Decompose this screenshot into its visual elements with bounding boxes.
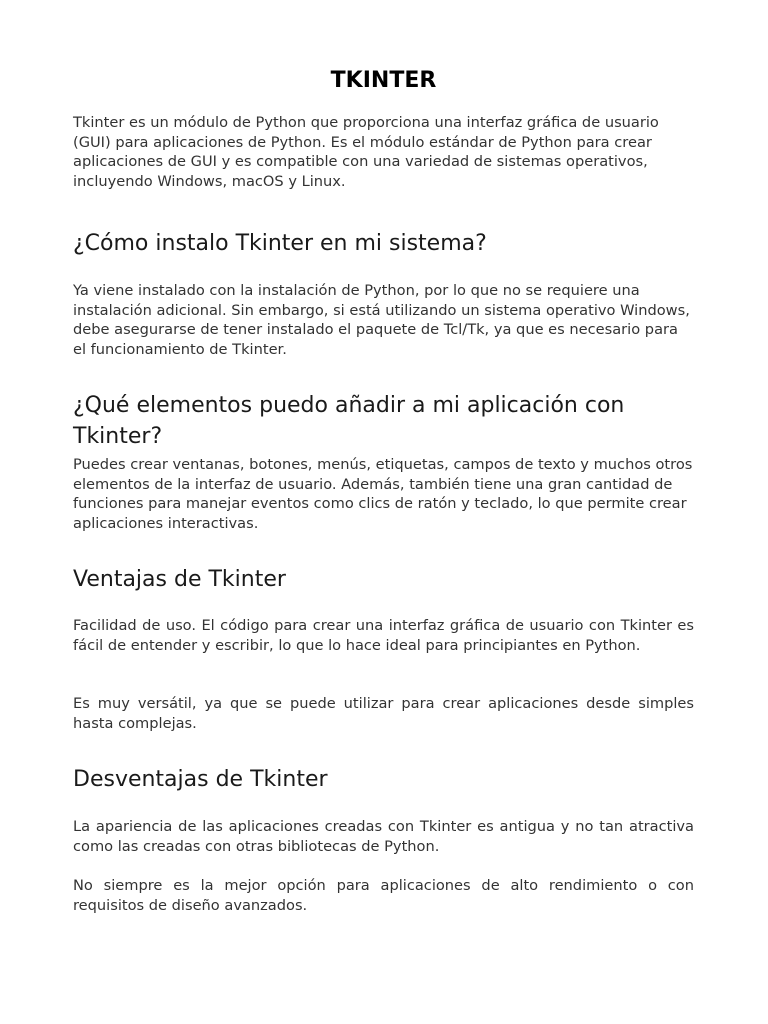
section-heading-advantages: Ventajas de Tkinter [73, 567, 286, 592]
section-disadvantages-paragraph-2: No siempre es la mejor opción para aplicaciones de alto rendimiento o con requisitos de diseño avanzados. [73, 877, 694, 914]
section-heading-install: ¿Cómo instalo Tkinter en mi sistema? [73, 231, 487, 256]
intro-paragraph: Tkinter es un módulo de Python que proporciona una interfaz gráfica de usuario (GUI) para aplicaciones de Python. Es el módulo estándar de Python para crear aplicaciones de GUI y es compatible con una variedad de sistemas operativos, incluyendo Windows, macOS y Linux. [73, 114, 659, 190]
section-heading-elements: ¿Qué elementos puedo añadir a mi aplicación con Tkinter? [73, 393, 625, 449]
section-elements-paragraph: Puedes crear ventanas, botones, menús, etiquetas, campos de texto y muchos otros elementos de la interfaz de usuario. Además, también tiene una gran cantidad de funciones para manejar eventos como clics de ratón y teclado, lo que permite crear aplicaciones interactivas. [73, 456, 693, 532]
section-install-paragraph: Ya viene instalado con la instalación de Python, por lo que no se requiere una instalación adicional. Sin embargo, si está utilizando un sistema operativo Windows, debe asegurarse de tener instalado el paquete de Tcl/Tk, ya que es necesario para el funcionamiento de Tkinter. [73, 282, 690, 358]
document-title: TKINTER [330, 68, 437, 93]
section-advantages-paragraph-1: Facilidad de uso. El código para crear una interfaz gráfica de usuario con Tkinter es fácil de entender y escribir, lo que lo hace ideal para principiantes en Python. [73, 617, 694, 654]
section-advantages-paragraph-2: Es muy versátil, ya que se puede utilizar para crear aplicaciones desde simples hasta complejas. [73, 695, 694, 732]
section-heading-disadvantages: Desventajas de Tkinter [73, 767, 328, 792]
section-disadvantages-paragraph-1: La apariencia de las aplicaciones creadas con Tkinter es antigua y no tan atractiva como las creadas con otras bibliotecas de Python. [73, 818, 694, 855]
